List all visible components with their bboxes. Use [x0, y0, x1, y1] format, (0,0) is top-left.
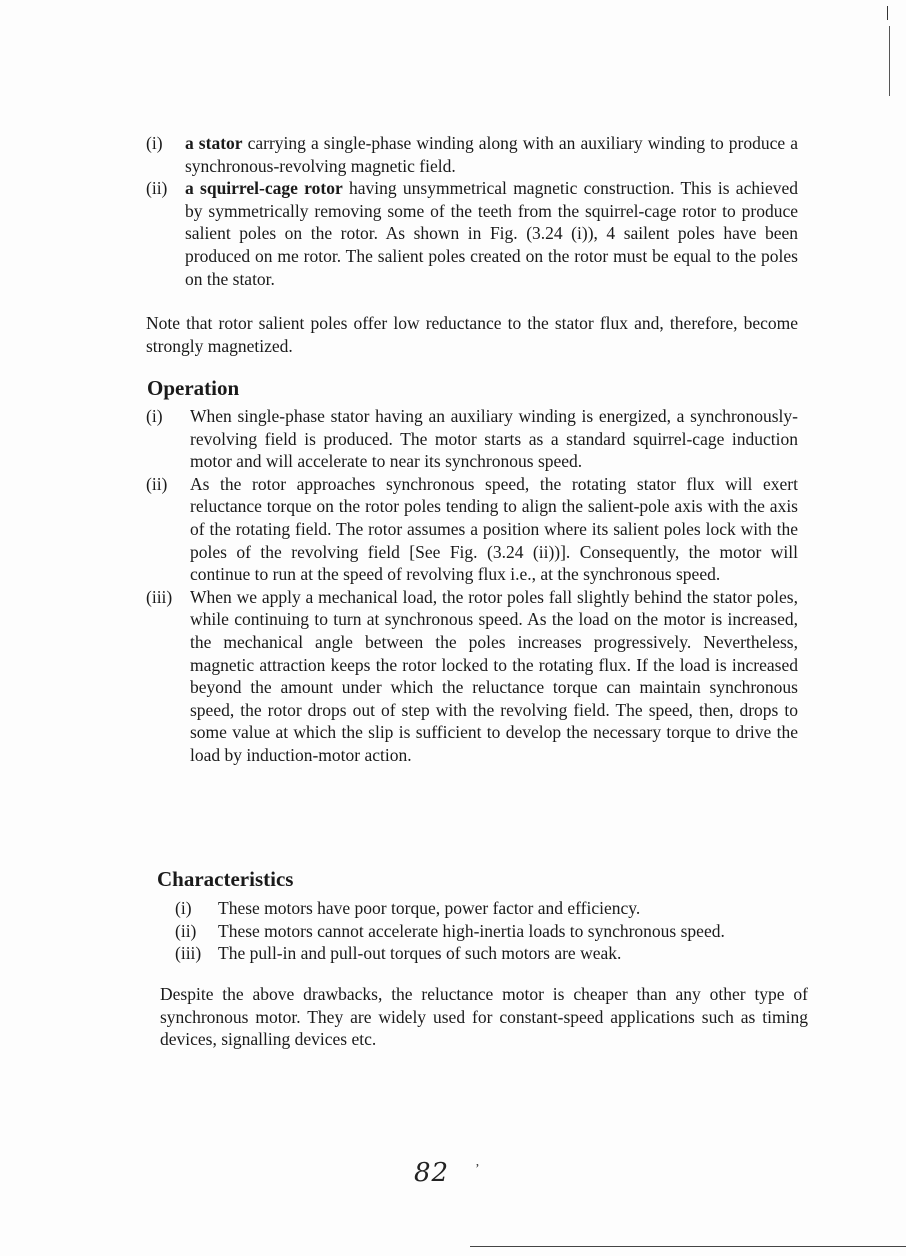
list-item-text — [185, 177, 798, 290]
list-marker: (iii) — [175, 943, 202, 964]
list-marker: (i) — [146, 406, 163, 426]
list-item — [175, 942, 805, 965]
term-description: carrying a single-phase winding along with an auxiliary winding to produce a synchronous-revolving magnetic field. — [185, 133, 798, 176]
list-item-text: When single-phase stator having an auxiliary winding is energized, a synchronously-revolving field is produced. The motor starts as a standard squirrel-cage induction motor and will accelerate to near its synchronous speed. — [190, 406, 798, 472]
list-item — [146, 405, 798, 473]
characteristics-list — [175, 897, 805, 965]
construction-list — [146, 132, 798, 290]
operation-heading: Operation — [147, 376, 240, 400]
list-marker: (i) — [175, 898, 192, 918]
list-item-text — [185, 132, 798, 177]
term-description: having unsymmetrical magnetic construction. This is achieved by symmetrically removing some of the teeth from the squirrel-cage rotor to produce salient poles on the rotor. As shown in Fig. (3.24 (i)), 4 sailent poles have been produced on me rotor. The salient poles created on the rotor must be equal to the poles on the stator. — [185, 178, 798, 289]
list-marker: (i) — [146, 133, 163, 153]
characteristics-heading: Characteristics — [157, 867, 294, 891]
scan-edge-line — [889, 26, 890, 96]
list-item — [146, 473, 798, 586]
bottom-rule — [470, 1246, 906, 1247]
list-item-text: When we apply a mechanical load, the rotor poles fall slightly behind the stator poles, while continuing to turn at synchronous speed. As the load on the motor is increased, the mechanical angle between the poles increases progressively. Nevertheless, magnetic attraction keeps the rotor locked to the rotating flux. If the load is increased beyond the amount under which the reluctance torque can maintain synchronous speed, the rotor drops out of step with the revolving field. The speed, then, drops to some value at which the slip is sufficient to develop the necessary torque to drive the load by induction-motor action. — [190, 586, 798, 765]
list-item-text: As the rotor approaches synchronous speed, the rotating stator flux will exert reluctance torque on the rotor poles tending to align the salient-pole axis with the axis of the rotating field. The rotor assumes a position where its salient poles lock with the poles of the revolving field [See Fig. (3.24 (ii))]. Consequently, the motor will continue to run at the speed of revolving flux i.e., at the synchronous speed. — [190, 473, 798, 585]
list-marker: (ii) — [146, 473, 168, 494]
page-number-tick: ʼ — [475, 1162, 480, 1177]
page-number: 82 — [414, 1158, 450, 1188]
list-item — [146, 586, 798, 767]
list-item — [146, 132, 798, 177]
closing-paragraph: Despite the above drawbacks, the reluctance motor is cheaper than any other type of synchronous motor. They are widely used for constant-speed applications such as timing devices, signalling devices etc. — [160, 984, 808, 1050]
list-marker: (iii) — [146, 586, 173, 607]
scan-edge-mark — [887, 6, 888, 20]
list-marker: (ii) — [146, 178, 168, 199]
term-stator: a stator — [185, 133, 243, 153]
list-item-text: These motors have poor torque, power factor and efficiency. — [218, 898, 641, 918]
list-item — [146, 177, 798, 290]
list-item-text: The pull-in and pull-out torques of such motors are weak. — [218, 943, 622, 964]
list-marker: (ii) — [175, 920, 197, 941]
note-paragraph: Note that rotor salient poles offer low reductance to the stator flux and, therefore, become strongly magnetized. — [146, 313, 798, 356]
list-item — [175, 897, 805, 920]
operation-list — [146, 405, 798, 767]
term-rotor: a squirrel-cage rotor — [185, 178, 343, 199]
list-item — [175, 920, 805, 943]
list-item-text: These motors cannot accelerate high-inertia loads to synchronous speed. — [218, 920, 725, 941]
